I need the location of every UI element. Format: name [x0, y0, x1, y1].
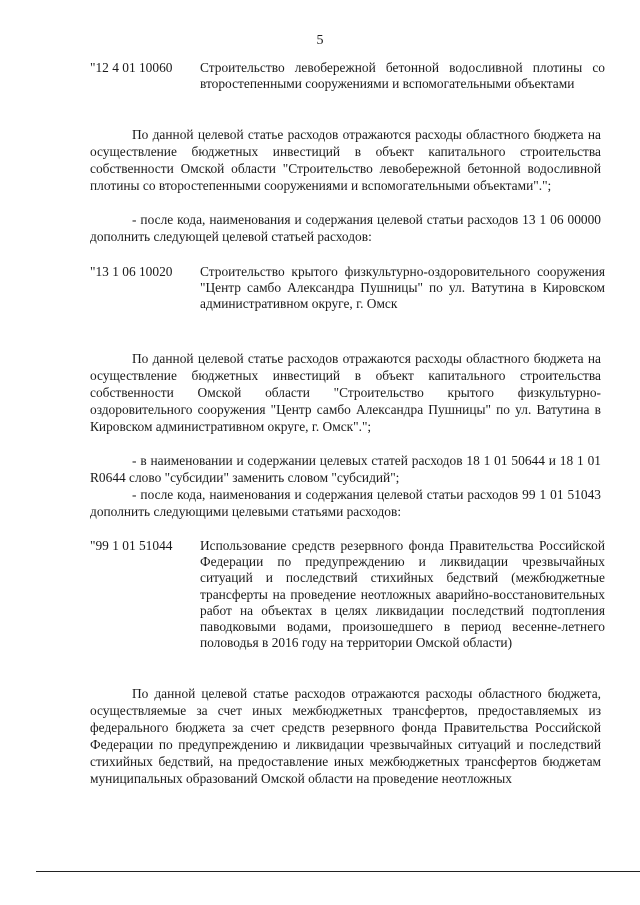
budget-item-99-1-01-51044 [90, 538, 605, 651]
budget-item-13-1-06-10020 [90, 264, 605, 313]
item-name: Строительство левобережной бетонной водосливной плотины со второстепенными сооружениями и вспомогательными объектами [200, 60, 605, 92]
page-number: 5 [316, 33, 324, 48]
paragraph-amendment: - в наименовании и содержании целевых статей расходов 18 1 01 50644 и 18 1 01 R0644 слово "субсидии" заменить словом "субсидий"; [90, 453, 601, 485]
budget-item-12-4-01-10060 [90, 60, 605, 92]
paragraph-amendment: - после кода, наименования и содержания целевой статьи расходов 99 1 01 51043 дополнить следующими целевыми статьями расходов: [90, 487, 601, 519]
footer-rule [36, 871, 640, 872]
item-name: Использование средств резервного фонда Правительства Российской Федерации по предупреждению и ликвидации чрезвычайных ситуаций и последствий стихийных бедствий (межбюджетные трансферты на проведение неотложных аварийно-восстановительных работ на объектах в целях ликвидации последствий подтопления паводковыми водами, произошедшего в период весенне-летнего половодья в 2016 году на территории Омской области) [200, 538, 605, 651]
paragraph-amendment: - после кода, наименования и содержания целевой статьи расходов 13 1 06 00000 дополнить следующей целевой статьей расходов: [90, 212, 601, 244]
item-code: "13 1 06 10020 [90, 264, 173, 279]
item-code: "99 1 01 51044 [90, 538, 173, 553]
item-name: Строительство крытого физкультурно-оздоровительного сооружения "Центр самбо Александра Пушницы" по ул. Ватутина в Кировском административном округе, г. Омск [200, 264, 605, 312]
item-code: "12 4 01 10060 [90, 60, 173, 75]
paragraph-expense-description: По данной целевой статье расходов отражаются расходы областного бюджета на осуществление бюджетных инвестиций в объект капитального строительства собственности Омской области "Строительство левобережной бетонной водосливной плотины со второстепенными сооружениями и вспомогательными объектами"."; [90, 127, 601, 193]
paragraph-expense-description: По данной целевой статье расходов отражаются расходы областного бюджета на осуществление бюджетных инвестиций в объект капитального строительства собственности Омской области "Строительство крытого физкультурно-оздоровительного сооружения "Центр самбо Александра Пушницы" по ул. Ватутина в Кировском административном округе, г. Омск"."; [90, 351, 601, 434]
paragraph-expense-description: По данной целевой статье расходов отражаются расходы областного бюджета, осуществляемые за счет иных межбюджетных трансфертов, предоставляемых из федерального бюджета за счет средств резервного фонда Правительства Российской Федерации по предупреждению и ликвидации чрезвычайных ситуаций и последствий стихийных бедствий, на предоставление иных межбюджетных трансфертов бюджетам муниципальных образований Омской области на проведение неотложных [90, 686, 601, 786]
